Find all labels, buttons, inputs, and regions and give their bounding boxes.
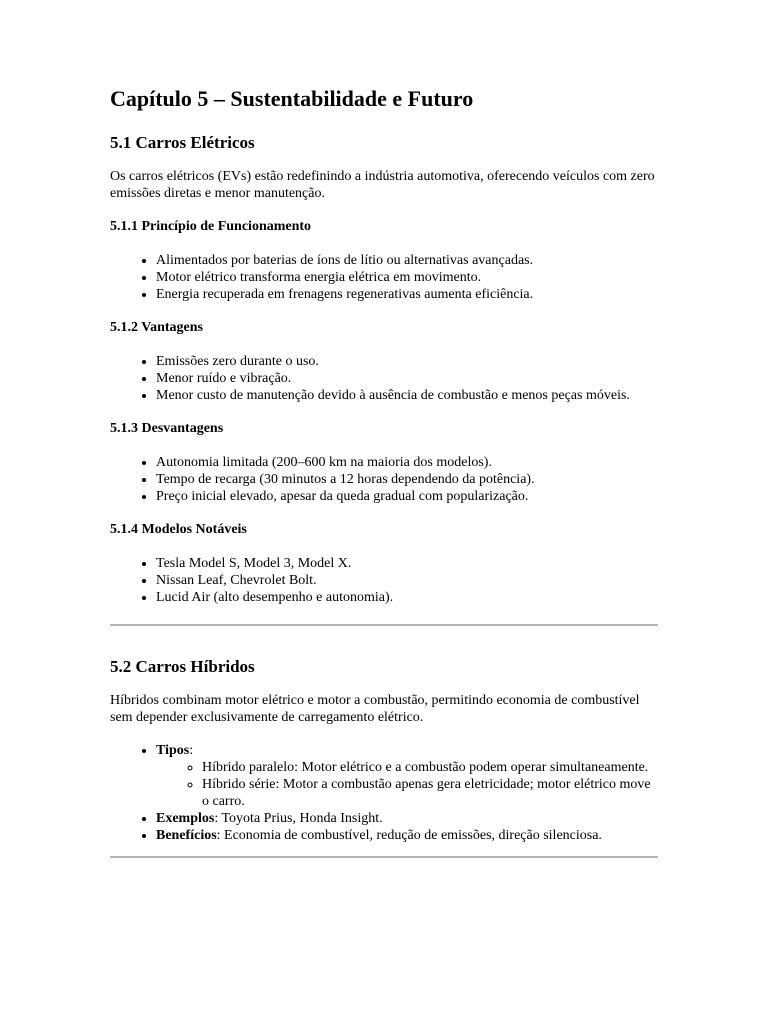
benefits-label: Benefícios (156, 828, 217, 843)
list-item: • Tempo de recarga (30 minutos a 12 horas dependendo da potência). (156, 471, 658, 488)
list-item: • Alimentados por baterias de íons de lítio ou alternativas avançadas. (156, 252, 658, 269)
list-item-examples (156, 810, 658, 827)
benefits-text: : Economia de combustível, redução de emissões, direção silenciosa. (216, 828, 602, 843)
list-item-benefits (156, 827, 658, 844)
sublist-item: ◦ Híbrido paralelo: Motor elétrico e a combustão podem operar simultaneamente. (202, 759, 658, 776)
list-item: • Nissan Leaf, Chevrolet Bolt. (156, 572, 658, 589)
advantages-list (110, 353, 658, 404)
models-list (110, 555, 658, 606)
chapter-title: Capítulo 5 – Sustentabilidade e Futuro (110, 86, 474, 111)
list-item: • Emissões zero durante o uso. (156, 353, 658, 370)
list-item: • Preço inicial elevado, apesar da queda gradual com popularização. (156, 488, 658, 505)
operation-list (110, 252, 658, 303)
section-heading-electric-cars: 5.1 Carros Elétricos (110, 133, 255, 152)
sublist-item: ◦ Híbrido série: Motor a combustão apenas gera eletricidade; motor elétrico move o carro. (202, 776, 658, 810)
list-item: • Autonomia limitada (200–600 km na maioria dos modelos). (156, 454, 658, 471)
types-sublist (156, 759, 658, 810)
examples-text: : Toyota Prius, Honda Insight. (214, 811, 383, 826)
list-item: • Tesla Model S, Model 3, Model X. (156, 555, 658, 572)
types-label: Tipos (156, 743, 190, 758)
section-intro-electric-cars: Os carros elétricos (EVs) estão redefinindo a indústria automotiva, oferecendo veículos com zero emissões diretas e menor manutenção. (110, 169, 655, 201)
section-heading-hybrid-cars: 5.2 Carros Híbridos (110, 657, 255, 676)
section-divider (110, 624, 658, 626)
list-item: • Menor custo de manutenção devido à ausência de combustão e menos peças móveis. (156, 387, 658, 404)
list-item: • Motor elétrico transforma energia elétrica em movimento. (156, 269, 658, 286)
list-item-types (156, 742, 658, 810)
section-intro-hybrid-cars: Híbridos combinam motor elétrico e motor a combustão, permitindo economia de combustível sem depender exclusivamente de carregamento elétrico. (110, 693, 640, 725)
types-colon: : (189, 743, 194, 758)
section-divider (110, 856, 658, 858)
list-item: • Energia recuperada em frenagens regenerativas aumenta eficiência. (156, 286, 658, 303)
list-item: • Menor ruído e vibração. (156, 370, 658, 387)
subsection-heading-advantages: 5.1.2 Vantagens (110, 320, 203, 335)
hybrid-list (110, 742, 658, 844)
list-item: • Lucid Air (alto desempenho e autonomia). (156, 589, 658, 606)
examples-label: Exemplos (156, 811, 215, 826)
disadvantages-list (110, 454, 658, 505)
subsection-heading-disadvantages: 5.1.3 Desvantagens (110, 421, 224, 436)
subsection-heading-models: 5.1.4 Modelos Notáveis (110, 522, 247, 537)
subsection-heading-operation: 5.1.1 Princípio de Funcionamento (110, 219, 312, 234)
